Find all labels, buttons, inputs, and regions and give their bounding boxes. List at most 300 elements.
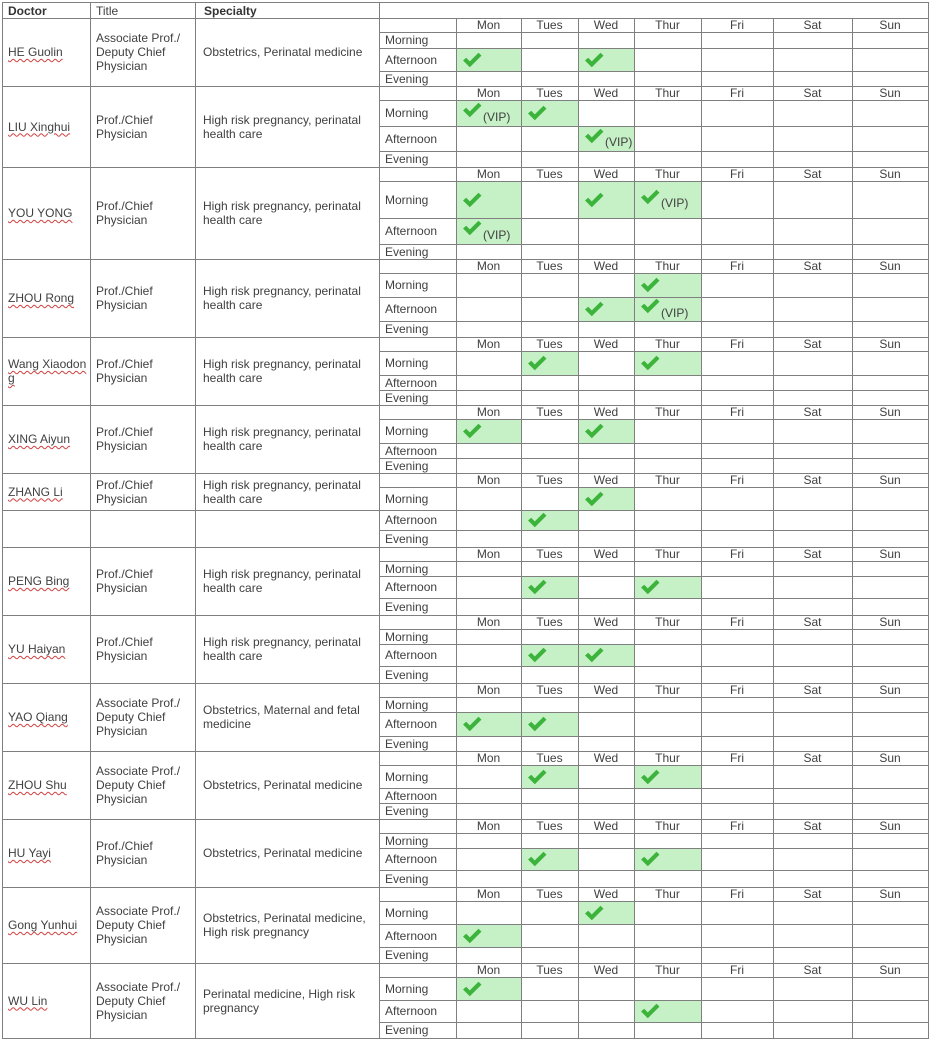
- grid-line: [701, 473, 702, 511]
- doctor-title: Prof./Chief Physician: [96, 839, 153, 867]
- session-label-evening: Evening: [385, 1023, 429, 1037]
- day-header-wed: Wed: [593, 259, 619, 273]
- day-header-sat: Sat: [803, 405, 822, 419]
- grid-line: [701, 963, 702, 1039]
- doctor-specialty: Obstetrics, Perinatal medicine, High risk pregnancy: [203, 911, 366, 939]
- checkmark-icon: [462, 716, 482, 732]
- grid-line: [634, 683, 635, 752]
- day-header-sun: Sun: [879, 615, 901, 629]
- day-header-fri: Fri: [730, 887, 744, 901]
- doctor-specialty: Perinatal medicine, High risk pregnancy: [203, 986, 356, 1015]
- doctor-specialty: Obstetrics, Perinatal medicine: [203, 45, 363, 59]
- grid-line: [521, 18, 522, 87]
- day-header-thur: Thur: [655, 887, 680, 901]
- day-header-sun: Sun: [879, 819, 901, 833]
- grid-line: [852, 510, 853, 548]
- session-label-morning: Morning: [385, 833, 429, 848]
- grid-line: [634, 473, 635, 511]
- doctor-name: Gong Yunhui: [8, 918, 78, 932]
- grid-line: [379, 697, 929, 698]
- grid-line: [379, 244, 929, 245]
- session-label-morning: Morning: [385, 33, 429, 47]
- grid-line: [852, 615, 853, 684]
- checkmark-icon: [640, 579, 660, 595]
- session-label-afternoon: Afternoon: [385, 375, 438, 390]
- session-label-evening: Evening: [385, 599, 429, 614]
- day-header-tues: Tues: [536, 337, 563, 351]
- grid-line: [521, 167, 522, 260]
- doctor-name: WU Lin: [8, 993, 48, 1008]
- session-label-morning: Morning: [385, 106, 429, 120]
- session-label-evening: Evening: [385, 322, 429, 336]
- checkmark-icon: [527, 355, 547, 371]
- day-header-tues: Tues: [536, 86, 563, 100]
- grid-line: [379, 803, 929, 804]
- checkmark-icon: [584, 647, 604, 663]
- grid-line: [701, 819, 702, 888]
- day-header-mon: Mon: [476, 683, 501, 697]
- doctor-name: HE Guolin: [8, 45, 63, 59]
- day-header-wed: Wed: [593, 18, 619, 32]
- session-label-afternoon: Afternoon: [385, 513, 438, 527]
- grid-line: [701, 510, 702, 548]
- grid-line: [521, 405, 522, 474]
- day-header-sat: Sat: [803, 167, 822, 181]
- session-label-evening: Evening: [385, 458, 429, 473]
- checkmark-icon: [584, 301, 604, 317]
- grid-line: [379, 487, 929, 488]
- grid-line: [634, 510, 635, 548]
- day-header-mon: Mon: [476, 259, 501, 273]
- vip-label: (VIP): [483, 109, 511, 124]
- grid-line: [379, 947, 929, 948]
- checkmark-icon: [462, 192, 482, 208]
- day-header-mon: Mon: [476, 887, 501, 901]
- day-header-wed: Wed: [593, 683, 619, 697]
- grid-line: [634, 86, 635, 168]
- grid-line: [379, 901, 929, 902]
- grid-line: [379, 2, 380, 1039]
- vip-label: (VIP): [661, 305, 689, 320]
- doctor-title: Prof./Chief Physician: [96, 567, 153, 595]
- session-label-afternoon: Afternoon: [385, 852, 438, 866]
- day-header-tues: Tues: [536, 751, 563, 765]
- header-specialty: Specialty: [204, 4, 257, 18]
- day-header-sun: Sun: [879, 405, 901, 419]
- doctor-name: YOU YONG: [8, 206, 73, 220]
- grid-line: [701, 337, 702, 406]
- grid-line: [379, 530, 929, 531]
- day-header-thur: Thur: [655, 259, 680, 273]
- grid-line: [773, 887, 774, 964]
- day-header-fri: Fri: [730, 86, 744, 100]
- day-header-sun: Sun: [879, 259, 901, 273]
- grid-line: [773, 683, 774, 752]
- header-doctor: Doctor: [8, 4, 47, 18]
- checkmark-icon: [527, 716, 547, 732]
- day-header-wed: Wed: [593, 547, 619, 561]
- day-header-tues: Tues: [536, 547, 563, 561]
- session-label-morning: Morning: [385, 424, 429, 438]
- grid-line: [379, 870, 929, 871]
- day-header-mon: Mon: [476, 751, 501, 765]
- grid-line: [773, 547, 774, 616]
- doctor-title: Associate Prof./ Deputy Chief Physician: [96, 904, 181, 946]
- grid-line: [90, 2, 91, 1039]
- grid-line: [701, 259, 702, 338]
- day-header-wed: Wed: [593, 887, 619, 901]
- doctor-title: Associate Prof./ Deputy Chief Physician: [96, 696, 181, 738]
- grid-line: [2, 1038, 929, 1039]
- day-header-thur: Thur: [655, 963, 680, 977]
- doctor-specialty: High risk pregnancy, perinatal health care: [203, 635, 361, 663]
- day-header-sun: Sun: [879, 18, 901, 32]
- doctor-name: ZHANG Li: [8, 484, 63, 499]
- grid-line: [379, 390, 929, 391]
- doctor-specialty: High risk pregnancy, perinatal health care: [203, 112, 361, 141]
- grid-line: [456, 819, 457, 888]
- session-label-evening: Evening: [385, 804, 429, 818]
- session-label-morning: Morning: [385, 192, 429, 207]
- day-header-fri: Fri: [730, 751, 744, 765]
- doctor-specialty: Obstetrics, Perinatal medicine: [203, 846, 363, 860]
- day-header-sat: Sat: [803, 473, 822, 487]
- grid-line: [773, 259, 774, 338]
- doctor-specialty: High risk pregnancy, perinatal health care: [203, 425, 361, 453]
- session-label-afternoon: Afternoon: [385, 1004, 438, 1018]
- grid-line: [521, 86, 522, 168]
- checkmark-icon: [640, 189, 660, 205]
- vip-label: (VIP): [661, 196, 689, 210]
- checkmark-icon: [640, 355, 660, 371]
- grid-line: [634, 405, 635, 474]
- grid-line: [578, 963, 579, 1039]
- grid-line: [521, 887, 522, 964]
- doctor-title: Associate Prof./ Deputy Chief Physician: [96, 764, 181, 806]
- doctor-title: Associate Prof./ Deputy Chief Physician: [96, 979, 181, 1022]
- session-label-morning: Morning: [385, 561, 429, 576]
- doctor-title: Prof./Chief Physician: [96, 284, 153, 312]
- day-header-mon: Mon: [476, 86, 501, 100]
- grid-line: [701, 615, 702, 684]
- session-label-afternoon: Afternoon: [385, 131, 438, 146]
- session-label-evening: Evening: [385, 948, 429, 962]
- checkmark-icon: [462, 981, 482, 997]
- day-header-thur: Thur: [655, 547, 680, 561]
- grid-line: [701, 405, 702, 474]
- grid-line: [773, 963, 774, 1039]
- grid-line: [852, 18, 853, 87]
- grid-line: [852, 751, 853, 820]
- doctor-title: Prof./Chief Physician: [96, 425, 153, 453]
- day-header-sun: Sun: [879, 167, 901, 181]
- doctor-name: ZHOU Shu: [8, 778, 67, 792]
- day-header-fri: Fri: [730, 615, 744, 629]
- day-header-tues: Tues: [536, 473, 563, 487]
- doctor-name: PENG Bing: [8, 574, 70, 588]
- grid-line: [379, 126, 929, 127]
- doctor-title: Prof./Chief Physician: [96, 635, 153, 663]
- day-header-tues: Tues: [536, 963, 563, 977]
- grid-line: [578, 683, 579, 752]
- day-header-sun: Sun: [879, 751, 901, 765]
- session-label-afternoon: Afternoon: [385, 717, 438, 731]
- day-header-tues: Tues: [536, 259, 563, 273]
- day-header-sat: Sat: [803, 18, 822, 32]
- day-header-fri: Fri: [730, 259, 744, 273]
- grid-line: [701, 86, 702, 168]
- grid-line: [379, 788, 929, 789]
- grid-line: [634, 18, 635, 87]
- day-header-sun: Sun: [879, 547, 901, 561]
- grid-line: [578, 887, 579, 964]
- day-header-thur: Thur: [655, 819, 680, 833]
- grid-line: [379, 736, 929, 737]
- doctor-specialty: High risk pregnancy, perinatal health care: [203, 478, 361, 506]
- grid-line: [773, 405, 774, 474]
- session-label-morning: Morning: [385, 697, 429, 712]
- session-label-evening: Evening: [385, 531, 429, 546]
- checkmark-icon: [527, 647, 547, 663]
- grid-line: [852, 963, 853, 1039]
- checkmark-icon: [584, 192, 604, 208]
- grid-line: [456, 615, 457, 684]
- day-header-wed: Wed: [593, 167, 619, 181]
- grid-line: [852, 683, 853, 752]
- grid-line: [773, 473, 774, 511]
- doctor-specialty: High risk pregnancy, perinatal health care: [203, 567, 361, 595]
- grid-line: [701, 547, 702, 616]
- grid-line: [701, 887, 702, 964]
- session-label-morning: Morning: [385, 491, 429, 506]
- doctor-specialty: High risk pregnancy, perinatal health care: [203, 284, 361, 312]
- grid-line: [852, 547, 853, 616]
- day-header-fri: Fri: [730, 819, 744, 833]
- day-header-sat: Sat: [803, 819, 822, 833]
- day-header-sun: Sun: [879, 473, 901, 487]
- checkmark-icon: [462, 52, 482, 68]
- grid-line: [773, 337, 774, 406]
- doctor-name: ZHOU Rong: [8, 291, 75, 305]
- grid-line: [456, 337, 457, 406]
- grid-line: [456, 751, 457, 820]
- grid-line: [379, 510, 929, 511]
- checkmark-icon: [584, 423, 604, 439]
- checkmark-icon: [527, 769, 547, 785]
- grid-line: [773, 86, 774, 168]
- checkmark-icon: [584, 491, 604, 507]
- day-header-thur: Thur: [655, 337, 680, 351]
- doctor-name: LIU Xinghui: [8, 119, 71, 134]
- grid-line: [852, 819, 853, 888]
- grid-line: [578, 337, 579, 406]
- day-header-fri: Fri: [730, 337, 744, 351]
- session-label-afternoon: Afternoon: [385, 928, 438, 943]
- day-header-sat: Sat: [803, 86, 822, 100]
- grid-line: [578, 751, 579, 820]
- session-label-morning: Morning: [385, 356, 429, 370]
- grid-line: [379, 629, 929, 630]
- checkmark-icon: [640, 769, 660, 785]
- day-header-mon: Mon: [476, 337, 501, 351]
- day-header-thur: Thur: [655, 167, 680, 181]
- session-label-evening: Evening: [385, 390, 429, 405]
- day-header-sat: Sat: [803, 751, 822, 765]
- session-label-afternoon: Afternoon: [385, 443, 438, 458]
- day-header-thur: Thur: [655, 18, 680, 32]
- grid-line: [773, 167, 774, 260]
- grid-line: [701, 751, 702, 820]
- day-header-wed: Wed: [593, 819, 619, 833]
- grid-line: [521, 963, 522, 1039]
- day-header-mon: Mon: [476, 819, 501, 833]
- grid-line: [379, 561, 929, 562]
- doctor-title: Prof./Chief Physician: [96, 357, 153, 385]
- day-header-sat: Sat: [803, 259, 822, 273]
- doctor-specialty: Obstetrics, Perinatal medicine: [203, 778, 363, 792]
- grid-line: [773, 615, 774, 684]
- grid-line: [852, 167, 853, 260]
- day-header-wed: Wed: [593, 473, 619, 487]
- grid-line: [521, 473, 522, 511]
- day-header-thur: Thur: [655, 683, 680, 697]
- grid-line: [578, 819, 579, 888]
- day-header-sat: Sat: [803, 337, 822, 351]
- day-header-thur: Thur: [655, 615, 680, 629]
- grid-line: [852, 405, 853, 474]
- day-header-wed: Wed: [593, 751, 619, 765]
- grid-line: [456, 86, 457, 168]
- checkmark-icon: [527, 579, 547, 595]
- grid-line: [852, 337, 853, 406]
- grid-line: [379, 598, 929, 599]
- day-header-tues: Tues: [536, 167, 563, 181]
- checkmark-icon: [462, 102, 482, 118]
- doctor-name: XING Aiyun: [8, 432, 71, 446]
- grid-line: [379, 443, 929, 444]
- checkmark-icon: [640, 851, 660, 867]
- grid-line: [773, 510, 774, 548]
- checkmark-icon: [584, 52, 604, 68]
- day-header-fri: Fri: [730, 547, 744, 561]
- grid-line: [578, 510, 579, 548]
- day-header-sat: Sat: [803, 963, 822, 977]
- session-label-morning: Morning: [385, 905, 429, 920]
- grid-line: [379, 151, 929, 152]
- doctor-title: Associate Prof./ Deputy Chief Physician: [96, 31, 181, 73]
- checkmark-icon: [527, 105, 547, 121]
- session-label-evening: Evening: [385, 736, 429, 751]
- day-header-sun: Sun: [879, 887, 901, 901]
- checkmark-icon: [462, 928, 482, 944]
- doctor-title: Prof./Chief Physician: [96, 199, 153, 227]
- day-header-sat: Sat: [803, 887, 822, 901]
- vip-label: (VIP): [483, 227, 511, 242]
- day-header-mon: Mon: [476, 963, 501, 977]
- day-header-wed: Wed: [593, 615, 619, 629]
- session-label-evening: Evening: [385, 71, 429, 86]
- day-header-thur: Thur: [655, 405, 680, 419]
- day-header-fri: Fri: [730, 405, 744, 419]
- doctor-specialty: Obstetrics, Maternal and fetal medicine: [203, 703, 360, 731]
- grid-line: [379, 666, 929, 667]
- day-header-thur: Thur: [655, 751, 680, 765]
- day-header-wed: Wed: [593, 963, 619, 977]
- grid-line: [379, 375, 929, 376]
- session-label-evening: Evening: [385, 244, 429, 259]
- session-label-morning: Morning: [385, 278, 429, 292]
- day-header-wed: Wed: [593, 405, 619, 419]
- grid-line: [578, 547, 579, 616]
- doctor-name: YAO Qiang: [8, 710, 68, 724]
- grid-line: [852, 259, 853, 338]
- grid-line: [379, 1022, 929, 1023]
- grid-line: [634, 615, 635, 684]
- session-label-morning: Morning: [385, 981, 429, 996]
- grid-line: [456, 259, 457, 338]
- doctor-title: Prof./Chief Physician: [96, 112, 153, 141]
- grid-line: [2, 2, 929, 3]
- grid-line: [773, 18, 774, 87]
- grid-line: [701, 683, 702, 752]
- grid-line: [379, 644, 929, 645]
- session-label-evening: Evening: [385, 667, 429, 682]
- day-header-sun: Sun: [879, 963, 901, 977]
- day-header-tues: Tues: [536, 819, 563, 833]
- day-header-wed: Wed: [593, 337, 619, 351]
- grid-line: [456, 963, 457, 1039]
- day-header-thur: Thur: [655, 473, 680, 487]
- session-label-afternoon: Afternoon: [385, 788, 438, 803]
- grid-line: [379, 321, 929, 322]
- doctor-name: HU Yayi: [8, 846, 51, 860]
- day-header-wed: Wed: [593, 86, 619, 100]
- session-label-afternoon: Afternoon: [385, 302, 438, 316]
- session-label-morning: Morning: [385, 769, 429, 784]
- session-label-evening: Evening: [385, 871, 429, 886]
- day-header-sat: Sat: [803, 615, 822, 629]
- checkmark-icon: [462, 220, 482, 236]
- session-label-afternoon: Afternoon: [385, 224, 438, 238]
- grid-line: [379, 833, 929, 834]
- checkmark-icon: [584, 905, 604, 921]
- grid-line: [852, 473, 853, 511]
- day-header-fri: Fri: [730, 683, 744, 697]
- doctor-title: Prof./Chief Physician: [96, 478, 153, 506]
- header-title: Title: [96, 4, 119, 18]
- doctor-specialty: High risk pregnancy, perinatal health care: [203, 357, 361, 385]
- day-header-fri: Fri: [730, 18, 744, 32]
- day-header-sun: Sun: [879, 337, 901, 351]
- grid-line: [456, 473, 457, 511]
- checkmark-icon: [584, 128, 604, 144]
- day-header-thur: Thur: [655, 86, 680, 100]
- checkmark-icon: [640, 1003, 660, 1019]
- day-header-tues: Tues: [536, 887, 563, 901]
- checkmark-icon: [462, 423, 482, 439]
- grid-line: [195, 2, 196, 1039]
- grid-line: [701, 167, 702, 260]
- day-header-sun: Sun: [879, 683, 901, 697]
- day-header-mon: Mon: [476, 405, 501, 419]
- grid-line: [773, 751, 774, 820]
- day-header-mon: Mon: [476, 18, 501, 32]
- day-header-sat: Sat: [803, 547, 822, 561]
- grid-line: [379, 71, 929, 72]
- session-label-morning: Morning: [385, 629, 429, 644]
- day-header-tues: Tues: [536, 683, 563, 697]
- day-header-sat: Sat: [803, 683, 822, 697]
